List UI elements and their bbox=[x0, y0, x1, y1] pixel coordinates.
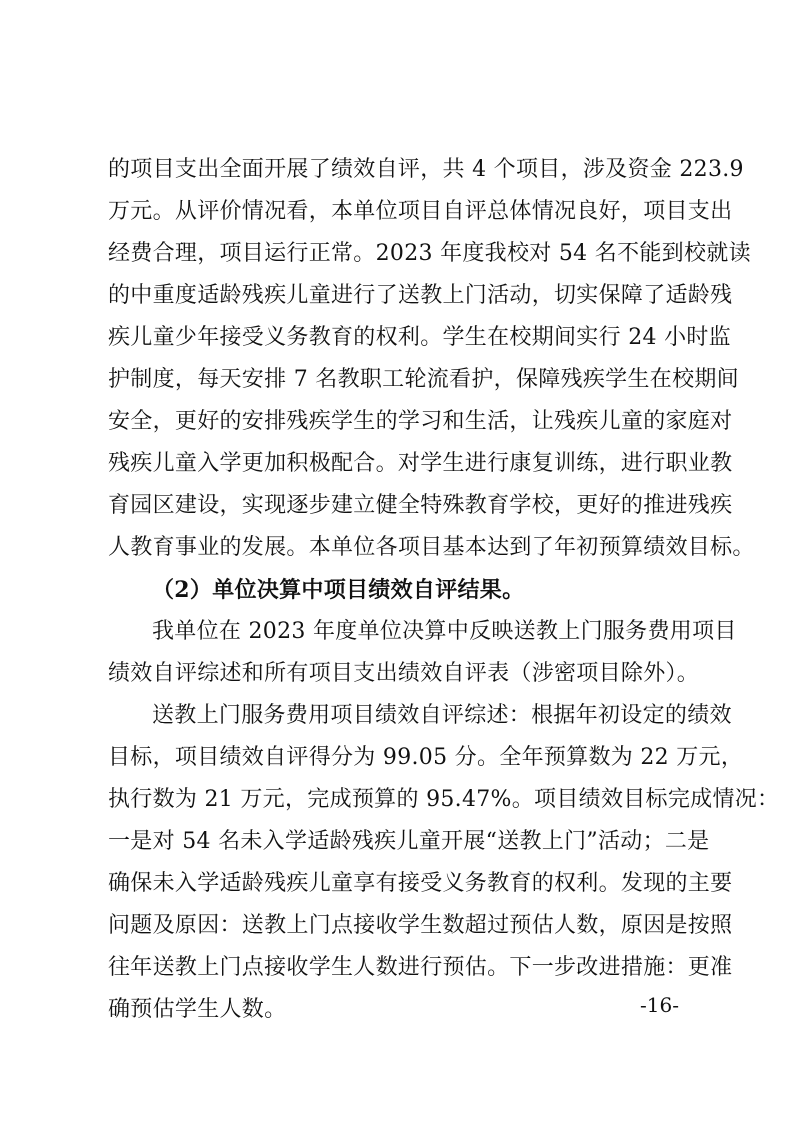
page-number: -16- bbox=[640, 993, 679, 1017]
body-text-line: 目标，项目绩效自评得分为 99.05 分。全年预算数为 22 万元， bbox=[108, 745, 744, 770]
body-text-line: 万元。从评价情况看，本单位项目自评总体情况良好，项目支出 bbox=[108, 199, 733, 224]
body-text-line: 往年送教上门点接收学生人数进行预估。下一步改进措施：更准 bbox=[108, 955, 733, 980]
body-text-line: 我单位在 2023 年度单位决算中反映送教上门服务费用项目 bbox=[152, 619, 737, 644]
body-text-line: 的中重度适龄残疾儿童进行了送教上门活动，切实保障了适龄残 bbox=[108, 283, 733, 308]
body-text-line: 经费合理，项目运行正常。2023 年度我校对 54 名不能到校就读 bbox=[108, 241, 751, 266]
body-text-line: 确预估学生人数。 bbox=[108, 997, 287, 1022]
body-text-line: 问题及原因：送教上门点接收学生数超过预估人数，原因是按照 bbox=[108, 913, 733, 938]
body-text-line: 安全，更好的安排残疾学生的学习和生活，让残疾儿童的家庭对 bbox=[108, 409, 733, 434]
section-heading: （2）单位决算中项目绩效自评结果。 bbox=[152, 577, 525, 603]
body-text-line: 绩效自评综述和所有项目支出绩效自评表（涉密项目除外）。 bbox=[108, 661, 700, 686]
body-text-line: 的项目支出全面开展了绩效自评，共 4 个项目，涉及资金 223.9 bbox=[108, 157, 744, 182]
body-text-line: 护制度，每天安排 7 名教职工轮流看护，保障残疾学生在校期间 bbox=[108, 367, 739, 392]
body-text-line: 送教上门服务费用项目绩效自评综述：根据年初设定的绩效 bbox=[152, 703, 732, 728]
body-text-line: 一是对 54 名未入学适龄残疾儿童开展“送教上门”活动；二是 bbox=[108, 829, 710, 854]
body-text-line: 育园区建设，实现逐步建立健全特殊教育学校，更好的推进残疾 bbox=[108, 493, 733, 518]
body-text-line: 疾儿童少年接受义务教育的权利。学生在校期间实行 24 小时监 bbox=[108, 325, 731, 350]
body-text-line: 执行数为 21 万元，完成预算的 95.47%。项目绩效目标完成情况： bbox=[108, 787, 780, 812]
body-text-line: 确保未入学适龄残疾儿童享有接受义务教育的权利。发现的主要 bbox=[108, 871, 733, 896]
body-text-line: 人教育事业的发展。本单位各项目基本达到了年初预算绩效目标。 bbox=[108, 535, 755, 560]
body-text-line: 残疾儿童入学更加积极配合。对学生进行康复训练，进行职业教 bbox=[108, 451, 733, 476]
